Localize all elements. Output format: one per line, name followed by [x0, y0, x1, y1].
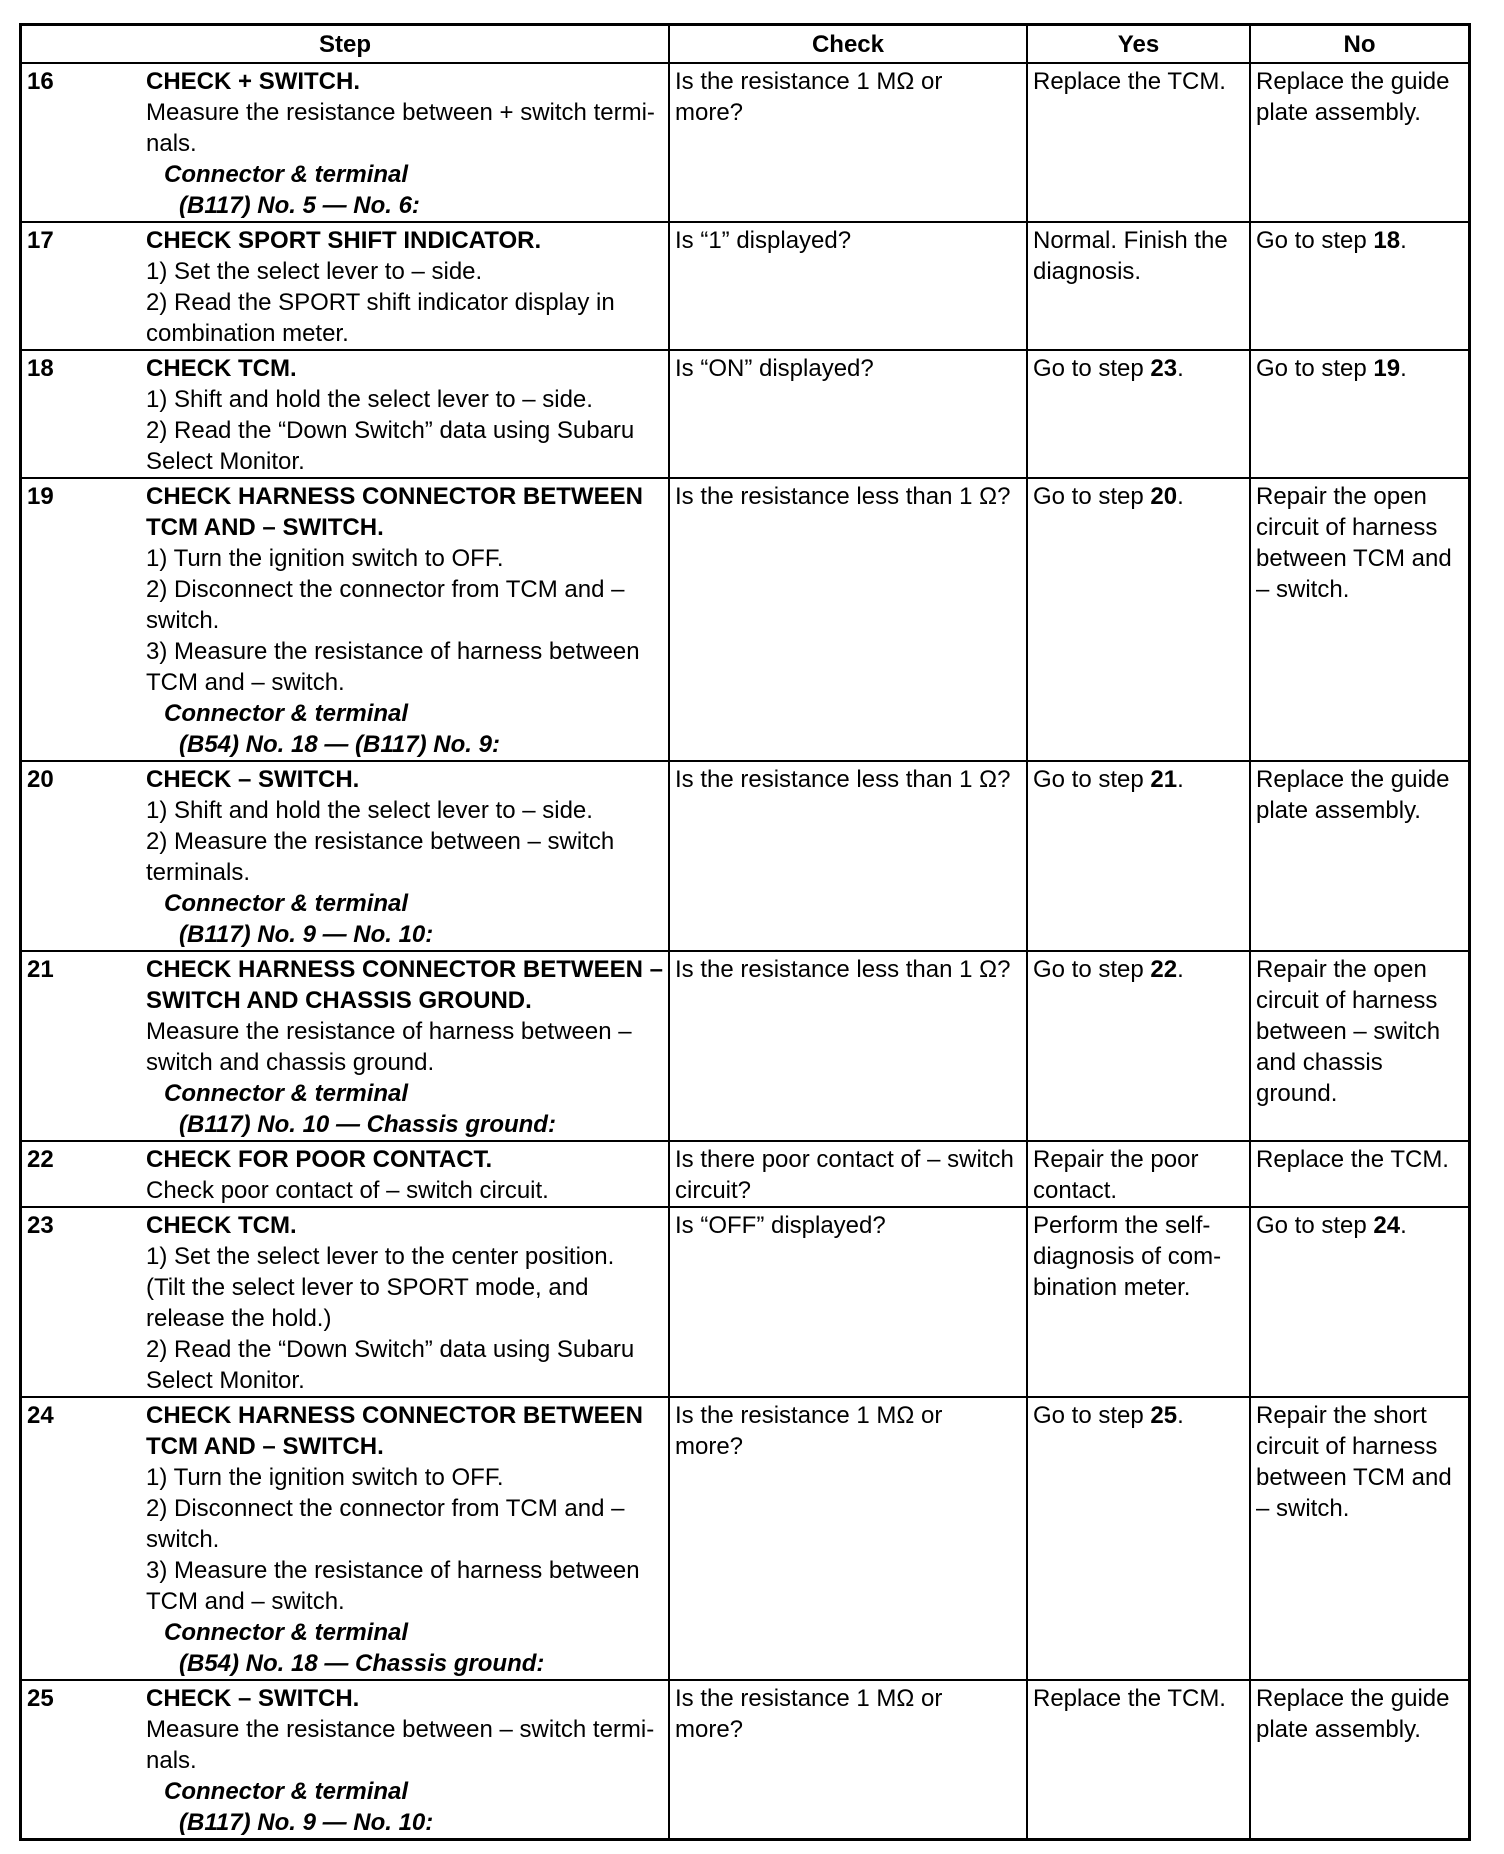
check-cell: [669, 761, 1027, 951]
goto-step-number: 24: [1373, 1212, 1401, 1239]
goto-prefix: Go to step: [1033, 483, 1151, 510]
connector-label: Connector & terminal: [164, 890, 409, 917]
step-body: [146, 353, 664, 477]
connector-label: Connector & terminal: [164, 161, 409, 188]
header-check: Check: [669, 25, 1027, 64]
goto-prefix: Go to step: [1033, 766, 1151, 793]
yes-cell: [1027, 761, 1250, 951]
step-title: CHECK HARNESS CONNECTOR BETWEEN – SWITCH AND CHASSIS GROUND.: [146, 956, 663, 1014]
goto-prefix: Go to step: [1256, 227, 1374, 254]
no-line: Repair the open: [1256, 483, 1427, 510]
no-line: circuit of harness: [1256, 514, 1438, 541]
table-row: [21, 63, 1470, 222]
step-line: 1) Shift and hold the select lever to – side.: [146, 797, 593, 824]
step-title: CHECK TCM.: [146, 1212, 297, 1239]
no-line: plate assembly.: [1256, 99, 1421, 126]
yes-line: Repair the poor: [1033, 1146, 1199, 1173]
no-cell: [1250, 761, 1470, 951]
no-line: circuit of harness: [1256, 987, 1438, 1014]
step-title: CHECK SPORT SHIFT INDICATOR.: [146, 227, 542, 254]
goto-step-number: 23: [1150, 355, 1178, 382]
no-goto: [1256, 1210, 1464, 1241]
step-number: 20: [27, 766, 54, 793]
table-row: [21, 222, 1470, 350]
header-yes: Yes: [1027, 25, 1250, 64]
table-row: [21, 951, 1470, 1141]
no-line: Replace the TCM.: [1256, 1146, 1449, 1173]
yes-line: Replace the TCM.: [1033, 68, 1226, 95]
table-row: [21, 1141, 1470, 1207]
step-line: 2) Read the “Down Switch” data using Subaru: [146, 1336, 635, 1363]
goto-suffix: .: [1400, 227, 1407, 254]
yes-cell: [1027, 951, 1250, 1141]
step-body: [146, 1683, 664, 1838]
step-number: 25: [27, 1685, 54, 1712]
connector-label: Connector & terminal: [164, 1080, 409, 1107]
connector-terminal: (B54) No. 18 — (B117) No. 9:: [179, 731, 500, 758]
goto-step-number: 18: [1373, 227, 1401, 254]
goto-prefix: Go to step: [1033, 956, 1151, 983]
goto-suffix: .: [1177, 1402, 1184, 1429]
connector-label: Connector & terminal: [164, 700, 409, 727]
step-line: 2) Measure the resistance between – switch: [146, 828, 615, 855]
step-number: 21: [27, 956, 54, 983]
step-cell: [21, 761, 670, 951]
step-line: TCM and – switch.: [146, 669, 345, 696]
check-line: Is the resistance less than 1 Ω?: [675, 956, 1011, 983]
step-line: 1) Set the select lever to – side.: [146, 258, 483, 285]
no-cell: [1250, 63, 1470, 222]
goto-prefix: Go to step: [1033, 355, 1151, 382]
yes-cell: [1027, 1141, 1250, 1207]
no-cell: [1250, 1207, 1470, 1397]
step-body: [146, 954, 664, 1140]
no-goto: [1256, 353, 1464, 384]
yes-line: contact.: [1033, 1177, 1118, 1204]
yes-cell: [1027, 478, 1250, 761]
yes-cell: [1027, 350, 1250, 478]
yes-line: bination meter.: [1033, 1274, 1191, 1301]
no-cell: [1250, 951, 1470, 1141]
step-line: 1) Turn the ignition switch to OFF.: [146, 545, 504, 572]
yes-cell: [1027, 222, 1250, 350]
no-cell: [1250, 1680, 1470, 1840]
step-cell: [21, 951, 670, 1141]
step-number: 22: [27, 1146, 54, 1173]
step-cell: [21, 1680, 670, 1840]
step-line: nals.: [146, 130, 197, 157]
no-line: between TCM and: [1256, 1464, 1452, 1491]
no-cell: [1250, 222, 1470, 350]
yes-line: Normal. Finish the: [1033, 227, 1228, 254]
yes-line: diagnosis.: [1033, 258, 1142, 285]
yes-cell: [1027, 1397, 1250, 1680]
check-line: more?: [675, 99, 744, 126]
step-title: CHECK TCM.: [146, 355, 297, 382]
goto-prefix: Go to step: [1033, 1402, 1151, 1429]
connector-label: Connector & terminal: [164, 1619, 409, 1646]
step-cell: [21, 1207, 670, 1397]
step-line: Select Monitor.: [146, 1367, 305, 1394]
check-cell: [669, 1680, 1027, 1840]
header-row: [21, 25, 1470, 64]
check-cell: [669, 1141, 1027, 1207]
step-body: [146, 1144, 664, 1206]
goto-prefix: Go to step: [1256, 355, 1374, 382]
step-line: 3) Measure the resistance of harness between: [146, 1557, 640, 1584]
step-line: switch.: [146, 1526, 220, 1553]
no-line: Replace the guide: [1256, 68, 1450, 95]
step-body: [146, 225, 664, 349]
step-number: 23: [27, 1212, 54, 1239]
step-line: switch.: [146, 607, 220, 634]
yes-line: Replace the TCM.: [1033, 1685, 1226, 1712]
goto-suffix: .: [1177, 956, 1184, 983]
goto-suffix: .: [1177, 355, 1184, 382]
no-line: – switch.: [1256, 576, 1350, 603]
no-line: plate assembly.: [1256, 1716, 1421, 1743]
step-line: 2) Read the SPORT shift indicator display in: [146, 289, 615, 316]
step-line: nals.: [146, 1747, 197, 1774]
no-cell: [1250, 1397, 1470, 1680]
step-line: Select Monitor.: [146, 448, 305, 475]
yes-cell: [1027, 63, 1250, 222]
step-line: 1) Shift and hold the select lever to – side.: [146, 386, 593, 413]
step-body: [146, 66, 664, 221]
step-title: CHECK – SWITCH.: [146, 766, 360, 793]
step-line: 1) Turn the ignition switch to OFF.: [146, 1464, 504, 1491]
step-cell: [21, 63, 670, 222]
check-cell: [669, 222, 1027, 350]
step-line: Measure the resistance between – switch termi-: [146, 1716, 655, 1743]
check-line: Is “1” displayed?: [675, 227, 852, 254]
check-line: Is the resistance 1 MΩ or: [675, 68, 943, 95]
step-line: 3) Measure the resistance of harness between: [146, 638, 640, 665]
yes-line: diagnosis of com-: [1033, 1243, 1222, 1270]
connector-terminal: (B117) No. 9 — No. 10:: [179, 921, 434, 948]
check-cell: [669, 1207, 1027, 1397]
check-line: circuit?: [675, 1177, 752, 1204]
check-cell: [669, 478, 1027, 761]
step-line: Check poor contact of – switch circuit.: [146, 1177, 549, 1204]
connector-terminal: (B117) No. 5 — No. 6:: [179, 192, 420, 219]
step-line: switch and chassis ground.: [146, 1049, 435, 1076]
yes-goto: [1033, 353, 1245, 384]
no-line: circuit of harness: [1256, 1433, 1438, 1460]
check-line: more?: [675, 1433, 744, 1460]
check-line: Is the resistance 1 MΩ or: [675, 1685, 943, 1712]
no-goto: [1256, 225, 1464, 256]
yes-line: Perform the self-: [1033, 1212, 1211, 1239]
goto-suffix: .: [1177, 483, 1184, 510]
table-row: [21, 478, 1470, 761]
step-body: [146, 1400, 664, 1679]
connector-terminal: (B54) No. 18 — Chassis ground:: [179, 1650, 545, 1677]
table-row: [21, 350, 1470, 478]
no-line: between TCM and: [1256, 545, 1452, 572]
step-title: CHECK HARNESS CONNECTOR BETWEEN TCM AND – SWITCH.: [146, 483, 643, 541]
step-cell: [21, 350, 670, 478]
yes-goto: [1033, 481, 1245, 512]
check-line: Is the resistance less than 1 Ω?: [675, 766, 1011, 793]
no-cell: [1250, 1141, 1470, 1207]
step-line: 2) Disconnect the connector from TCM and –: [146, 1495, 625, 1522]
no-line: – switch.: [1256, 1495, 1350, 1522]
connector-label: Connector & terminal: [164, 1778, 409, 1805]
table-row: [21, 761, 1470, 951]
step-line: Measure the resistance between + switch termi-: [146, 99, 655, 126]
check-line: Is “ON” displayed?: [675, 355, 874, 382]
step-title: CHECK HARNESS CONNECTOR BETWEEN TCM AND – SWITCH.: [146, 1402, 643, 1460]
step-title: CHECK + SWITCH.: [146, 68, 361, 95]
yes-goto: [1033, 954, 1245, 985]
header-no: No: [1250, 25, 1470, 64]
goto-suffix: .: [1400, 355, 1407, 382]
check-line: Is the resistance 1 MΩ or: [675, 1402, 943, 1429]
check-line: more?: [675, 1716, 744, 1743]
step-number: 16: [27, 68, 54, 95]
step-number: 19: [27, 483, 54, 510]
step-cell: [21, 1141, 670, 1207]
step-line: 2) Read the “Down Switch” data using Subaru: [146, 417, 635, 444]
no-line: Repair the short: [1256, 1402, 1427, 1429]
table-row: [21, 1397, 1470, 1680]
step-cell: [21, 222, 670, 350]
goto-step-number: 25: [1150, 1402, 1178, 1429]
check-line: Is “OFF” displayed?: [675, 1212, 886, 1239]
check-cell: [669, 350, 1027, 478]
step-number: 18: [27, 355, 54, 382]
goto-prefix: Go to step: [1256, 1212, 1374, 1239]
goto-step-number: 19: [1373, 355, 1401, 382]
step-line: (Tilt the select lever to SPORT mode, and: [146, 1274, 589, 1301]
no-line: ground.: [1256, 1080, 1338, 1107]
no-line: between – switch: [1256, 1018, 1441, 1045]
step-title: CHECK – SWITCH.: [146, 1685, 360, 1712]
no-line: plate assembly.: [1256, 797, 1421, 824]
no-line: Replace the guide: [1256, 1685, 1450, 1712]
step-body: [146, 1210, 664, 1396]
no-line: Replace the guide: [1256, 766, 1450, 793]
yes-goto: [1033, 1400, 1245, 1431]
no-cell: [1250, 478, 1470, 761]
step-line: combination meter.: [146, 320, 349, 347]
step-cell: [21, 478, 670, 761]
step-number: 17: [27, 227, 54, 254]
header-step: Step: [21, 25, 670, 64]
goto-step-number: 22: [1150, 956, 1178, 983]
no-cell: [1250, 350, 1470, 478]
yes-cell: [1027, 1207, 1250, 1397]
step-title: CHECK FOR POOR CONTACT.: [146, 1146, 493, 1173]
step-body: [146, 481, 664, 760]
check-cell: [669, 1397, 1027, 1680]
table-row: [21, 1680, 1470, 1840]
check-cell: [669, 63, 1027, 222]
yes-goto: [1033, 764, 1245, 795]
no-line: Repair the open: [1256, 956, 1427, 983]
connector-terminal: (B117) No. 10 — Chassis ground:: [179, 1111, 556, 1138]
check-cell: [669, 951, 1027, 1141]
no-line: and chassis: [1256, 1049, 1383, 1076]
step-line: terminals.: [146, 859, 251, 886]
step-line: TCM and – switch.: [146, 1588, 345, 1615]
check-line: Is the resistance less than 1 Ω?: [675, 483, 1011, 510]
goto-step-number: 21: [1150, 766, 1178, 793]
step-line: 2) Disconnect the connector from TCM and –: [146, 576, 625, 603]
goto-step-number: 20: [1150, 483, 1178, 510]
goto-suffix: .: [1400, 1212, 1407, 1239]
table-row: [21, 1207, 1470, 1397]
connector-terminal: (B117) No. 9 — No. 10:: [179, 1809, 434, 1836]
step-line: Measure the resistance of harness between –: [146, 1018, 632, 1045]
step-line: 1) Set the select lever to the center position.: [146, 1243, 615, 1270]
step-body: [146, 764, 664, 950]
step-line: release the hold.): [146, 1305, 332, 1332]
step-cell: [21, 1397, 670, 1680]
yes-cell: [1027, 1680, 1250, 1840]
check-line: Is there poor contact of – switch: [675, 1146, 1014, 1173]
diagnosis-table: [19, 23, 1471, 1841]
step-number: 24: [27, 1402, 54, 1429]
goto-suffix: .: [1177, 766, 1184, 793]
